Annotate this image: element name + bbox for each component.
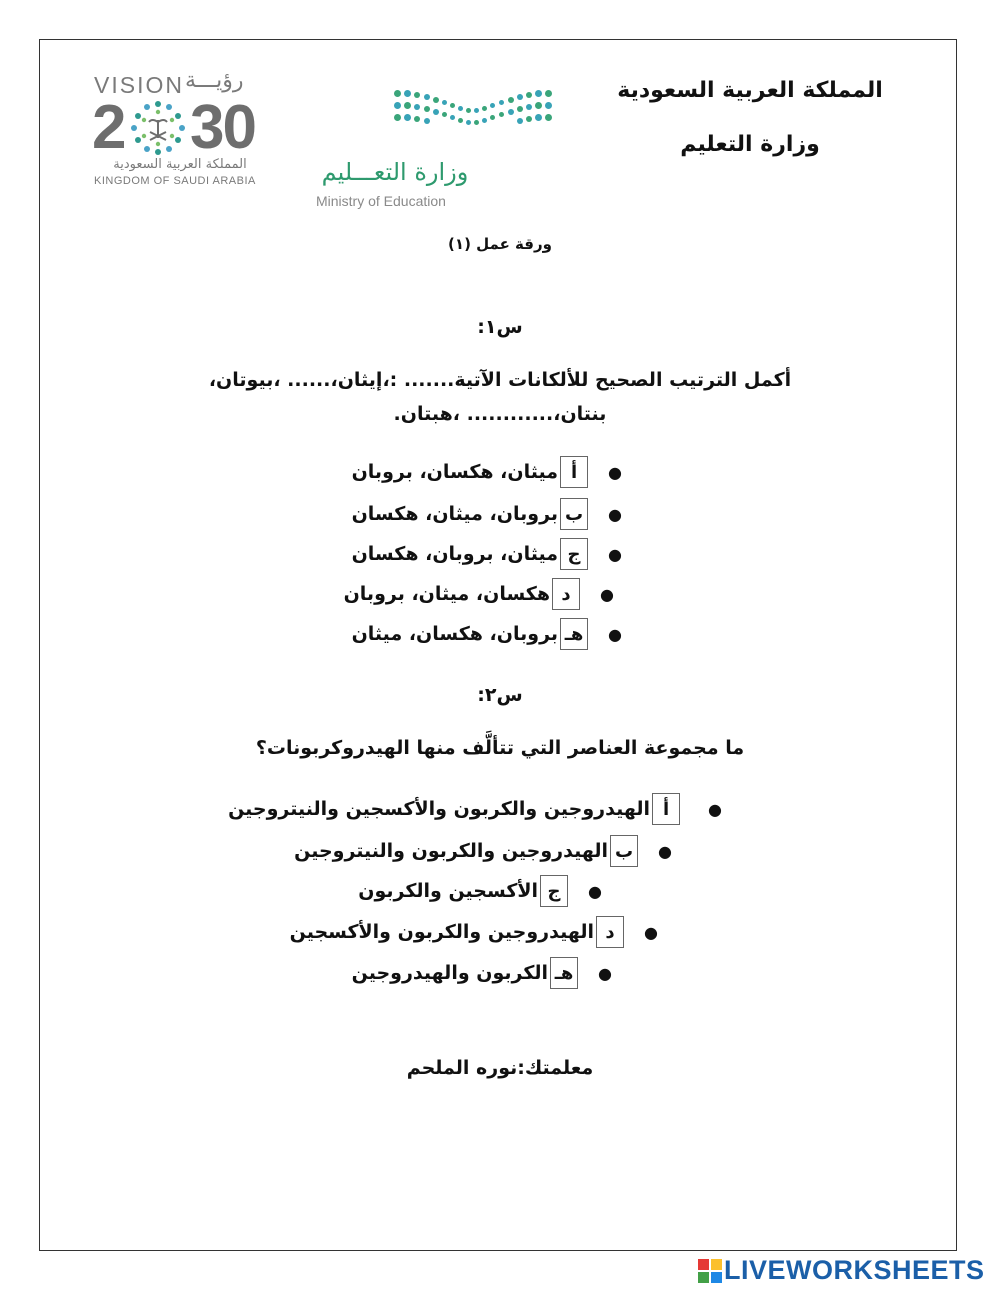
q2-option-c-text: الأكسجين والكربون bbox=[358, 880, 539, 902]
liveworksheets-logo[interactable]: LIVEWORKSHEETS bbox=[724, 1255, 985, 1285]
q1-option-d-text: هكسان، ميثان، بروبان bbox=[343, 583, 551, 605]
bullet-icon: ● bbox=[608, 624, 622, 644]
q1-option-a-box[interactable]: أ bbox=[560, 456, 588, 488]
vision-digit-2: 2 bbox=[92, 93, 125, 162]
q2-option-e[interactable] bbox=[352, 957, 612, 989]
bullet-icon: ● bbox=[644, 922, 658, 942]
vision-kingdom-english: KINGDOM OF SAUDI ARABIA bbox=[94, 175, 256, 187]
worksheet-title: ورقة عمل (١) bbox=[448, 235, 552, 253]
q2-option-c-box[interactable]: ج bbox=[540, 875, 568, 907]
question-1-label: س١: bbox=[477, 316, 523, 338]
q1-option-c-text: ميثان، بروبان، هكسان bbox=[351, 543, 559, 565]
q2-option-d-text: الهيدروجين والكربون والأكسجين bbox=[289, 921, 595, 943]
q2-option-b[interactable] bbox=[294, 835, 672, 867]
liveworksheets-icon bbox=[698, 1259, 722, 1283]
q1-option-a-text: ميثان، هكسان، بروبان bbox=[351, 461, 559, 483]
question-2-text: ما مجموعة العناصر التي تتألَّف منها الهيدروكربونات؟ bbox=[255, 737, 745, 759]
vision-digits-30: 30 bbox=[190, 93, 255, 162]
bullet-icon: ● bbox=[658, 841, 672, 861]
q2-option-a-text: الهيدروجين والكربون والأكسجين والنيتروجين bbox=[228, 798, 651, 820]
q1-option-b-box[interactable]: ب bbox=[560, 498, 588, 530]
q1-option-b[interactable] bbox=[352, 498, 622, 530]
q2-option-b-text: الهيدروجين والكربون والنيتروجين bbox=[294, 840, 609, 862]
bullet-icon: ● bbox=[600, 584, 614, 604]
q1-option-e[interactable] bbox=[352, 618, 622, 650]
q1-option-c-box[interactable]: ج bbox=[560, 538, 588, 570]
vision-word: VISION bbox=[94, 72, 184, 98]
q1-option-a[interactable] bbox=[352, 456, 622, 488]
question-2-label: س٢: bbox=[477, 684, 523, 706]
q2-option-b-box[interactable]: ب bbox=[610, 835, 638, 867]
moe-english-name: Ministry of Education bbox=[316, 193, 446, 209]
q1-option-d[interactable] bbox=[344, 578, 614, 610]
kingdom-heading: المملكة العربية السعودية bbox=[617, 78, 883, 103]
q2-option-c[interactable] bbox=[358, 875, 602, 907]
q2-option-e-text: الكربون والهيدروجين bbox=[351, 962, 549, 984]
question-1-text-line-1: أكمل الترتيب الصحيح للألكانات الآتية....... :،إيثان،...... ،بيوتان، bbox=[208, 369, 792, 391]
bullet-icon: ● bbox=[608, 462, 622, 482]
q1-option-e-box[interactable]: هـ bbox=[560, 618, 588, 650]
vision-arabic: رؤيـــة bbox=[185, 68, 244, 93]
q2-option-e-box[interactable]: هـ bbox=[550, 957, 578, 989]
ministry-heading: وزارة التعليم bbox=[680, 132, 820, 157]
teacher-name: معلمتك:نوره الملحم bbox=[406, 1057, 594, 1079]
q2-option-a-box[interactable]: أ bbox=[652, 793, 680, 825]
bullet-icon: ● bbox=[608, 504, 622, 524]
q1-option-e-text: بروبان، هكسان، ميثان bbox=[351, 623, 559, 645]
bullet-icon: ● bbox=[608, 544, 622, 564]
palm-emblem-icon bbox=[128, 98, 188, 158]
vision-kingdom-arabic: المملكة العربية السعودية bbox=[113, 157, 247, 172]
q1-option-c[interactable] bbox=[352, 538, 622, 570]
q1-option-b-text: بروبان، ميثان، هكسان bbox=[351, 503, 559, 525]
q1-option-d-box[interactable]: د bbox=[552, 578, 580, 610]
moe-arabic-name: وزارة التعـــليم bbox=[321, 158, 469, 186]
bullet-icon: ● bbox=[588, 881, 602, 901]
question-1-text-line-2: بنتان،............ ،هبتان. bbox=[393, 403, 607, 425]
q2-option-a[interactable] bbox=[228, 793, 722, 825]
moe-dots-icon bbox=[392, 88, 554, 140]
bullet-icon: ● bbox=[598, 963, 612, 983]
q2-option-d-box[interactable]: د bbox=[596, 916, 624, 948]
q2-option-d[interactable] bbox=[290, 916, 658, 948]
bullet-icon: ● bbox=[708, 799, 722, 819]
